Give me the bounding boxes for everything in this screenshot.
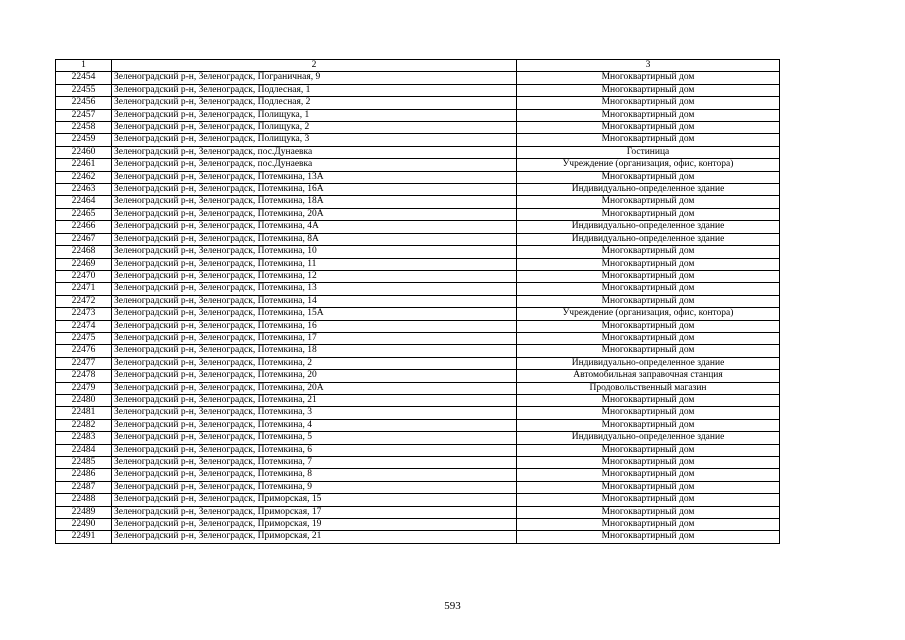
- record-id-cell: 22474: [56, 320, 112, 332]
- address-cell: Зеленоградский р-н, Зеленоградск, Потемкина, 9: [112, 481, 517, 493]
- page-number: 593: [444, 600, 461, 612]
- address-cell: Зеленоградский р-н, Зеленоградск, Потемкина, 4А: [112, 221, 517, 233]
- record-id-cell: 22486: [56, 469, 112, 481]
- table-row: [56, 159, 780, 171]
- address-cell: Зеленоградский р-н, Зеленоградск, Потемкина, 12: [112, 270, 517, 282]
- table-row: [56, 84, 780, 96]
- record-id-cell: 22463: [56, 184, 112, 196]
- object-type-cell: Многоквартирный дом: [517, 295, 780, 307]
- table-row: [56, 97, 780, 109]
- object-type-cell: Индивидуально-определенное здание: [517, 233, 780, 245]
- record-id-cell: 22469: [56, 258, 112, 270]
- record-id-cell: 22473: [56, 308, 112, 320]
- address-cell: Зеленоградский р-н, Зеленоградск, Потемкина, 7: [112, 457, 517, 469]
- record-id-cell: 22491: [56, 531, 112, 543]
- object-type-cell: Продовольственный магазин: [517, 382, 780, 394]
- table-row: [56, 531, 780, 543]
- object-type-cell: Многоквартирный дом: [517, 134, 780, 146]
- record-id-cell: 22490: [56, 519, 112, 531]
- address-cell: Зеленоградский р-н, Зеленоградск, Подлесная, 2: [112, 97, 517, 109]
- object-type-cell: Многоквартирный дом: [517, 196, 780, 208]
- address-cell: Зеленоградский р-н, Зеленоградск, Потемкина, 11: [112, 258, 517, 270]
- address-cell: Зеленоградский р-н, Зеленоградск, пос.Дунаевка: [112, 146, 517, 158]
- record-id-cell: 22483: [56, 432, 112, 444]
- object-type-cell: Многоквартирный дом: [517, 457, 780, 469]
- object-type-cell: Многоквартирный дом: [517, 258, 780, 270]
- table-row: [56, 357, 780, 369]
- object-type-cell: Учреждение (организация, офис, контора): [517, 308, 780, 320]
- address-cell: Зеленоградский р-н, Зеленоградск, Потемкина, 10: [112, 246, 517, 258]
- object-type-cell: Многоквартирный дом: [517, 407, 780, 419]
- object-type-cell: Многоквартирный дом: [517, 419, 780, 431]
- record-id-cell: 22460: [56, 146, 112, 158]
- record-id-cell: 22459: [56, 134, 112, 146]
- record-id-cell: 22454: [56, 72, 112, 84]
- address-cell: Зеленоградский р-н, Зеленоградск, Потемкина, 17: [112, 332, 517, 344]
- table-row: [56, 469, 780, 481]
- record-id-cell: 22455: [56, 84, 112, 96]
- address-cell: Зеленоградский р-н, Зеленоградск, Потемкина, 14: [112, 295, 517, 307]
- table-row: [56, 146, 780, 158]
- object-type-cell: Многоквартирный дом: [517, 122, 780, 134]
- table-row: [56, 481, 780, 493]
- address-cell: Зеленоградский р-н, Зеленоградск, Потемкина, 3: [112, 407, 517, 419]
- record-id-cell: 22465: [56, 208, 112, 220]
- table-header-row: [56, 60, 780, 72]
- table-row: [56, 134, 780, 146]
- record-id-cell: 22461: [56, 159, 112, 171]
- address-cell: Зеленоградский р-н, Зеленоградск, Подлесная, 1: [112, 84, 517, 96]
- address-cell: Зеленоградский р-н, Зеленоградск, Приморская, 19: [112, 519, 517, 531]
- address-cell: Зеленоградский р-н, Зеленоградск, Потемкина, 6: [112, 444, 517, 456]
- record-id-cell: 22480: [56, 394, 112, 406]
- table-row: [56, 519, 780, 531]
- object-type-cell: Индивидуально-определенное здание: [517, 432, 780, 444]
- table-row: [56, 494, 780, 506]
- table-row: [56, 196, 780, 208]
- object-type-cell: Многоквартирный дом: [517, 469, 780, 481]
- table-row: [56, 332, 780, 344]
- record-id-cell: 22466: [56, 221, 112, 233]
- object-type-cell: Многоквартирный дом: [517, 208, 780, 220]
- record-id-cell: 22484: [56, 444, 112, 456]
- object-type-cell: Многоквартирный дом: [517, 270, 780, 282]
- record-id-cell: 22462: [56, 171, 112, 183]
- object-type-cell: Многоквартирный дом: [517, 494, 780, 506]
- address-cell: Зеленоградский р-н, Зеленоградск, пос.Дунаевка: [112, 159, 517, 171]
- address-cell: Зеленоградский р-н, Зеленоградск, Потемкина, 8А: [112, 233, 517, 245]
- object-type-cell: Гостиница: [517, 146, 780, 158]
- table-row: [56, 419, 780, 431]
- column-header-1: 1: [56, 60, 112, 72]
- record-id-cell: 22464: [56, 196, 112, 208]
- table-row: [56, 221, 780, 233]
- table-row: [56, 457, 780, 469]
- address-cell: Зеленоградский р-н, Зеленоградск, Потемкина, 13А: [112, 171, 517, 183]
- record-id-cell: 22479: [56, 382, 112, 394]
- table-row: [56, 444, 780, 456]
- table-row: [56, 382, 780, 394]
- address-cell: Зеленоградский р-н, Зеленоградск, Потемкина, 18: [112, 345, 517, 357]
- table-row: [56, 233, 780, 245]
- address-cell: Зеленоградский р-н, Зеленоградск, Полищука, 1: [112, 109, 517, 121]
- table-row: [56, 308, 780, 320]
- object-type-cell: Многоквартирный дом: [517, 481, 780, 493]
- record-id-cell: 22472: [56, 295, 112, 307]
- object-type-cell: Автомобильная заправочная станция: [517, 370, 780, 382]
- record-id-cell: 22467: [56, 233, 112, 245]
- record-id-cell: 22458: [56, 122, 112, 134]
- address-cell: Зеленоградский р-н, Зеленоградск, Потемкина, 4: [112, 419, 517, 431]
- address-cell: Зеленоградский р-н, Зеленоградск, Приморская, 15: [112, 494, 517, 506]
- object-type-cell: Многоквартирный дом: [517, 519, 780, 531]
- table-row: [56, 432, 780, 444]
- object-type-cell: Многоквартирный дом: [517, 320, 780, 332]
- record-id-cell: 22476: [56, 345, 112, 357]
- table-row: [56, 320, 780, 332]
- record-id-cell: 22488: [56, 494, 112, 506]
- address-cell: Зеленоградский р-н, Зеленоградск, Потемкина, 8: [112, 469, 517, 481]
- object-type-cell: Многоквартирный дом: [517, 394, 780, 406]
- object-type-cell: Многоквартирный дом: [517, 345, 780, 357]
- table-row: [56, 345, 780, 357]
- table-row: [56, 394, 780, 406]
- address-cell: Зеленоградский р-н, Зеленоградск, Полищука, 2: [112, 122, 517, 134]
- table-row: [56, 246, 780, 258]
- record-id-cell: 22485: [56, 457, 112, 469]
- table-row: [56, 407, 780, 419]
- address-cell: Зеленоградский р-н, Зеленоградск, Приморская, 21: [112, 531, 517, 543]
- table-row: [56, 258, 780, 270]
- table-row: [56, 184, 780, 196]
- object-type-cell: Многоквартирный дом: [517, 246, 780, 258]
- address-cell: Зеленоградский р-н, Зеленоградск, Потемкина, 15А: [112, 308, 517, 320]
- table-row: [56, 109, 780, 121]
- table-row: [56, 208, 780, 220]
- record-id-cell: 22475: [56, 332, 112, 344]
- address-cell: Зеленоградский р-н, Зеленоградск, Потемкина, 18А: [112, 196, 517, 208]
- address-cell: Зеленоградский р-н, Зеленоградск, Потемкина, 2: [112, 357, 517, 369]
- address-cell: Зеленоградский р-н, Зеленоградск, Приморская, 17: [112, 506, 517, 518]
- table-row: [56, 295, 780, 307]
- object-type-cell: Многоквартирный дом: [517, 283, 780, 295]
- record-id-cell: 22456: [56, 97, 112, 109]
- record-id-cell: 22489: [56, 506, 112, 518]
- object-type-cell: Многоквартирный дом: [517, 506, 780, 518]
- record-id-cell: 22477: [56, 357, 112, 369]
- record-id-cell: 22478: [56, 370, 112, 382]
- object-type-cell: Многоквартирный дом: [517, 109, 780, 121]
- table-row: [56, 122, 780, 134]
- object-type-cell: Многоквартирный дом: [517, 171, 780, 183]
- address-cell: Зеленоградский р-н, Зеленоградск, Полищука, 3: [112, 134, 517, 146]
- address-cell: Зеленоградский р-н, Зеленоградск, Потемкина, 20А: [112, 382, 517, 394]
- table-row: [56, 270, 780, 282]
- object-type-cell: Многоквартирный дом: [517, 97, 780, 109]
- table-row: [56, 506, 780, 518]
- address-cell: Зеленоградский р-н, Зеленоградск, Потемкина, 13: [112, 283, 517, 295]
- table-body: [56, 72, 780, 543]
- table-row: [56, 72, 780, 84]
- object-type-cell: Многоквартирный дом: [517, 444, 780, 456]
- record-id-cell: 22470: [56, 270, 112, 282]
- record-id-cell: 22471: [56, 283, 112, 295]
- address-cell: Зеленоградский р-н, Зеленоградск, Потемкина, 5: [112, 432, 517, 444]
- object-type-cell: Индивидуально-определенное здание: [517, 221, 780, 233]
- table-row: [56, 370, 780, 382]
- object-type-cell: Многоквартирный дом: [517, 531, 780, 543]
- record-id-cell: 22468: [56, 246, 112, 258]
- record-id-cell: 22481: [56, 407, 112, 419]
- object-type-cell: Многоквартирный дом: [517, 84, 780, 96]
- record-id-cell: 22482: [56, 419, 112, 431]
- address-cell: Зеленоградский р-н, Зеленоградск, Потемкина, 20: [112, 370, 517, 382]
- object-type-cell: Многоквартирный дом: [517, 72, 780, 84]
- column-header-2: 2: [112, 60, 517, 72]
- address-table: [55, 59, 780, 544]
- address-cell: Зеленоградский р-н, Зеленоградск, Потемкина, 20А: [112, 208, 517, 220]
- record-id-cell: 22457: [56, 109, 112, 121]
- object-type-cell: Индивидуально-определенное здание: [517, 357, 780, 369]
- column-header-3: 3: [517, 60, 780, 72]
- address-cell: Зеленоградский р-н, Зеленоградск, Потемкина, 16: [112, 320, 517, 332]
- object-type-cell: Индивидуально-определенное здание: [517, 184, 780, 196]
- address-cell: Зеленоградский р-н, Зеленоградск, Пограничная, 9: [112, 72, 517, 84]
- address-cell: Зеленоградский р-н, Зеленоградск, Потемкина, 16А: [112, 184, 517, 196]
- object-type-cell: Учреждение (организация, офис, контора): [517, 159, 780, 171]
- record-id-cell: 22487: [56, 481, 112, 493]
- object-type-cell: Многоквартирный дом: [517, 332, 780, 344]
- table-row: [56, 171, 780, 183]
- table-row: [56, 283, 780, 295]
- address-cell: Зеленоградский р-н, Зеленоградск, Потемкина, 21: [112, 394, 517, 406]
